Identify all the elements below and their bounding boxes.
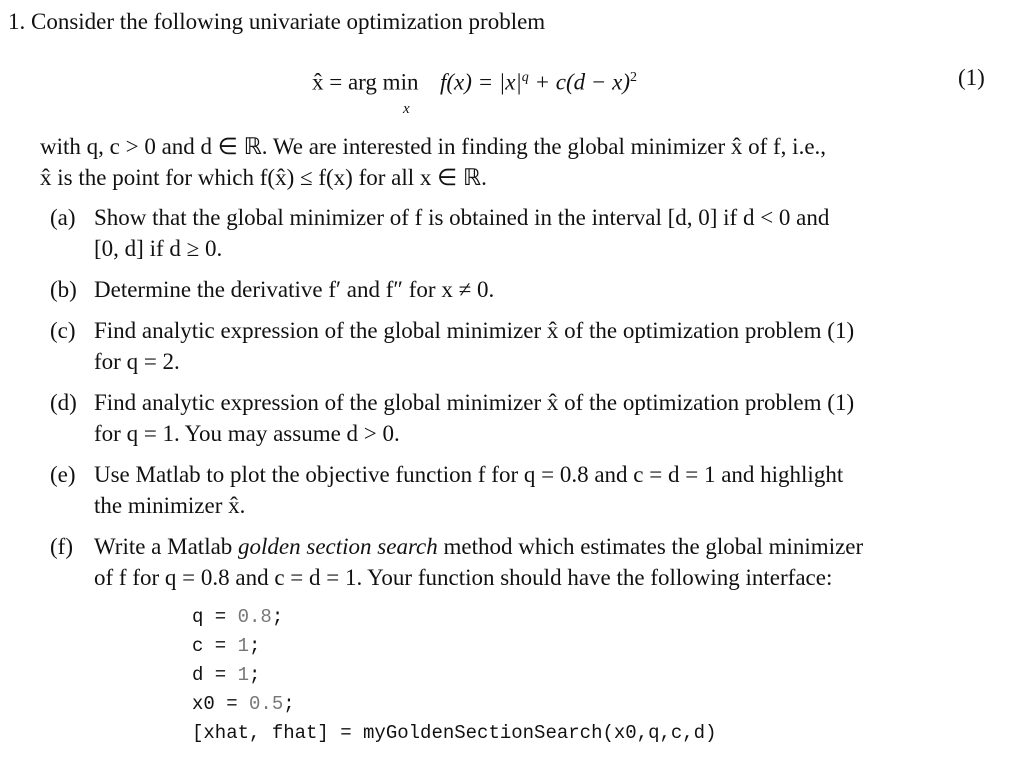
- part-c-label: (c): [50, 318, 76, 343]
- equation-rhs-a: f(x) = |x|: [439, 69, 522, 95]
- part-e-line2: the minimizer x̂.: [94, 493, 246, 518]
- part-d-line1: Find analytic expression of the global minimizer x̂ of the optimization problem (1): [94, 390, 855, 415]
- part-f-label: (f): [50, 534, 73, 559]
- equation-rhs-b: + c(d − x): [528, 69, 631, 95]
- equation-label: (1): [958, 65, 985, 90]
- part-c-line2: for q = 2.: [94, 349, 180, 374]
- part-e-label: (e): [50, 462, 76, 487]
- problem-intro: Consider the following univariate optimization problem: [31, 9, 546, 34]
- equation-argmin-subscript: x: [403, 101, 410, 117]
- equation-lhs: x̂ = arg min: [312, 69, 419, 95]
- equation-exp-q: q: [521, 70, 529, 85]
- code-line: q = 0.8;: [192, 606, 284, 628]
- part-e-line1: Use Matlab to plot the objective function f for q = 0.8 and c = d = 1 and highlight: [94, 462, 844, 487]
- part-b-line1: Determine the derivative f′ and f″ for x ≠ 0.: [94, 277, 495, 302]
- equation-exp-2: 2: [630, 70, 638, 85]
- part-a-line1: Show that the global minimizer of f is obtained in the interval [d, 0] if d < 0 and: [94, 205, 830, 230]
- code-line: [xhat, fhat] = myGoldenSectionSearch(x0,q,c,d): [192, 722, 717, 744]
- part-c-line1: Find analytic expression of the global minimizer x̂ of the optimization problem (1): [94, 318, 855, 343]
- problem-number: 1.: [8, 9, 26, 34]
- part-a-line2: [0, d] if d ≥ 0.: [94, 236, 223, 261]
- equation-1: [312, 62, 637, 98]
- part-f-line1-pre: Write a Matlab: [94, 534, 239, 559]
- part-f-line1-post: method which estimates the global minimizer: [437, 534, 864, 559]
- context-line-2: x̂ is the point for which f(x̂) ≤ f(x) for all x ∈ ℝ.: [40, 165, 487, 190]
- problem-heading: [8, 6, 545, 37]
- part-b-label: (b): [50, 277, 77, 302]
- code-line: x0 = 0.5;: [192, 693, 295, 715]
- part-a-label: (a): [50, 205, 76, 230]
- code-line: c = 1;: [192, 635, 261, 657]
- part-d-label: (d): [50, 390, 77, 415]
- part-f-line1-emphasis: golden section search: [238, 534, 438, 559]
- context-line-1: with q, c > 0 and d ∈ ℝ. We are interested in finding the global minimizer x̂ of f, i.e.,: [40, 134, 827, 159]
- code-line: d = 1;: [192, 664, 261, 686]
- part-d-line2: for q = 1. You may assume d > 0.: [94, 421, 400, 446]
- part-f-line2: of f for q = 0.8 and c = d = 1. Your function should have the following interface:: [94, 565, 833, 590]
- part-f-line1: [94, 531, 863, 562]
- code-block: [192, 603, 717, 748]
